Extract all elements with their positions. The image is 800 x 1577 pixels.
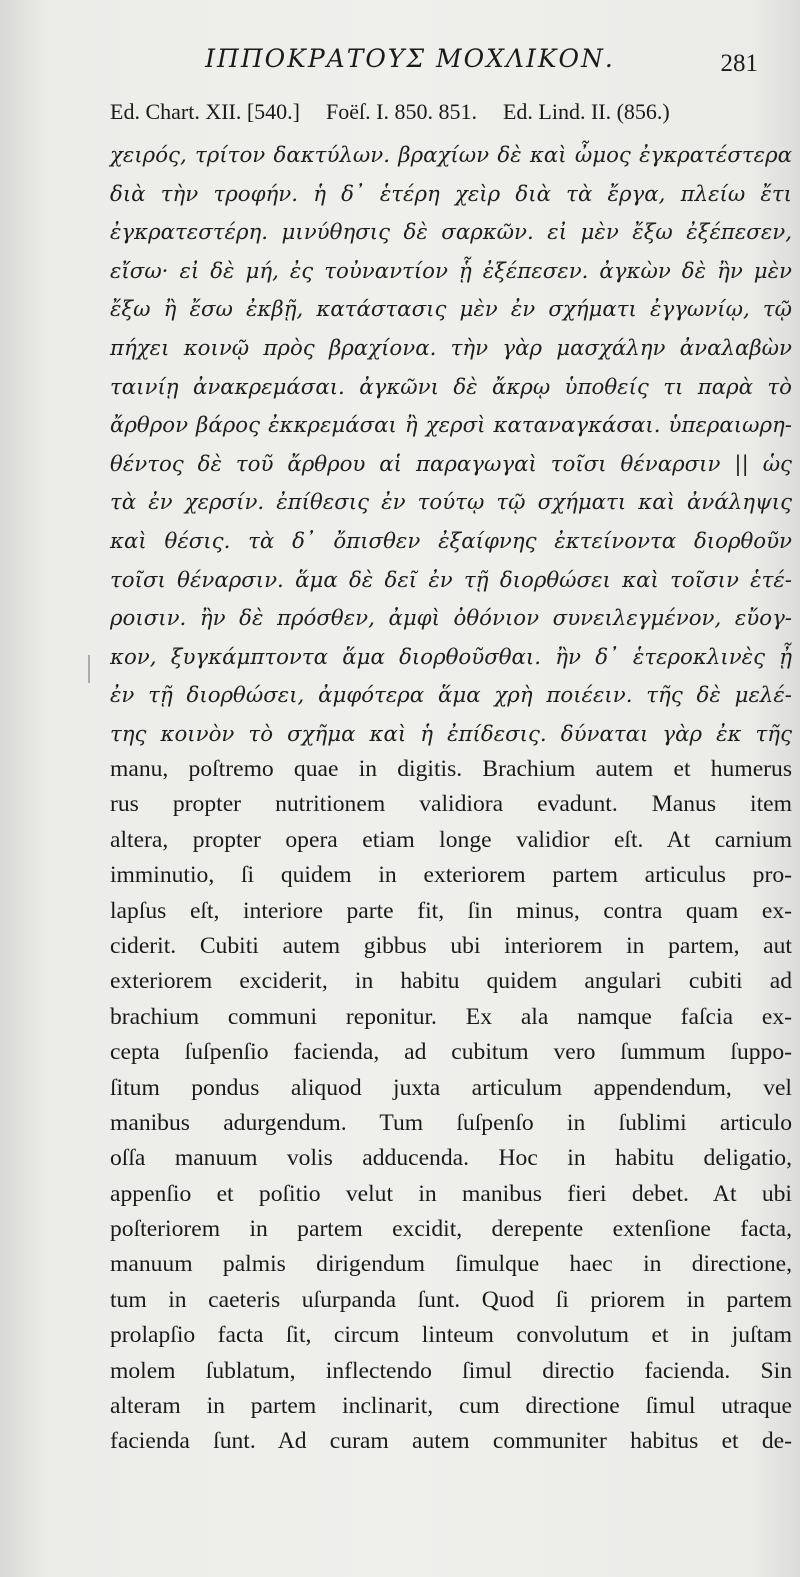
latin-line: prolapſio facta ſit, circum linteum convolutum et in juſtam <box>110 1322 792 1349</box>
latin-line: exteriorem exciderit, in habitu quidem angulari cubiti ad <box>110 968 792 995</box>
edition-foes-ref: Foëſ. I. 850. 851. <box>326 99 477 124</box>
latin-line: appenſio et poſitio velut in manibus fieri debet. At ubi <box>110 1180 792 1207</box>
greek-line: καὶ θέσις. τὰ δ᾽ ὄπισθεν ἐξαίφνης ἐκτείνοντα διορθοῦν <box>110 528 792 554</box>
greek-line: χειρός, τρίτον δακτύλων. βραχίων δὲ καὶ ὦμος ἐγκρατέστερα <box>110 143 792 168</box>
latin-line: brachium communi reponitur. Ex ala namque faſcia ex- <box>110 1003 792 1030</box>
latin-line: tum in caeteris uſurpanda ſunt. Quod ſi priorem in partem <box>110 1286 792 1313</box>
greek-text-block <box>110 137 792 755</box>
greek-line: τὰ ἐν χερσίν. ἐπίθεσις ἐν τούτῳ τῷ σχήματι καὶ ἀνάληψις <box>110 490 792 516</box>
page-number: 281 <box>720 50 758 77</box>
latin-line: oſſa manuum volis adducenda. Hoc in habitu deligatio, <box>110 1145 792 1172</box>
latin-line: imminutio, ſi quidem in exteriorem partem articulus pro- <box>110 862 792 889</box>
latin-line: alteram in partem inclinarit, cum directione ſimul utraque <box>110 1393 792 1420</box>
page-header <box>0 44 800 94</box>
greek-line: θέντος δὲ τοῦ ἄρθρου αἱ παραγωγαὶ τοῖσι θέναρσιν || ὡς <box>110 451 792 477</box>
greek-line: πήχει κοινῷ πρὸς βραχίονα. τὴν γὰρ μασχάλην ἀναλαβὼν <box>110 335 792 361</box>
greek-line: εἴσω· εἰ δὲ μή, ἐς τοὐναντίον ᾗ ἐξέπεσεν. ἀγκὼν δὲ ἢν μὲν <box>110 258 792 284</box>
latin-line: lapſus eſt, interiore parte fit, ſin minus, contra quam ex- <box>110 897 792 924</box>
greek-line: ἄρθρον βάρος ἐκκρεμάσαι ἢ χερσὶ καταναγκάσαι. ὑπεραιωρη- <box>110 413 792 439</box>
greek-line: ταινίῃ ἀνακρεμάσαι. ἀγκῶνι δὲ ἄκρῳ ὑποθείς τι παρὰ τὸ <box>110 374 792 400</box>
latin-line: ciderit. Cubiti autem gibbus ubi interiorem in partem, aut <box>110 932 792 959</box>
latin-line: poſteriorem in partem excidit, derepente extenſione facta, <box>110 1216 792 1243</box>
latin-line: altera, propter opera etiam longe validior eſt. At carnium <box>110 826 792 853</box>
latin-line: cepta ſuſpenſio facienda, ad cubitum vero ſummum ſuppo- <box>110 1039 792 1066</box>
latin-line: manuum palmis dirigendum ſimulque haec in directione, <box>110 1251 792 1278</box>
latin-line: manibus adurgendum. Tum ſuſpenſo in ſublimi articulo <box>110 1109 792 1136</box>
greek-line: διὰ τὴν τροφήν. ἡ δ᾽ ἑτέρη χεὶρ διὰ τὰ ἔργα, πλείω ἔτι <box>110 181 792 207</box>
greek-line: ἔξω ἢ ἔσω ἐκβῇ, κατάστασις μὲν ἐν σχήματι ἐγγωνίῳ, τῷ <box>110 297 792 323</box>
margin-mark <box>88 655 98 683</box>
greek-line: ἐγκρατεστέρη. μινύθησις δὲ σαρκῶν. εἰ μὲν ἔξω ἐξέπεσεν, <box>110 220 792 246</box>
latin-line: molem ſublatum, inflectendo ſimul directio facienda. Sin <box>110 1357 792 1384</box>
greek-line: κον, ξυγκάμπτοντα ἅμα διορθοῦσθαι. ἢν δ᾽ ἑτεροκλινὲς ᾖ <box>110 644 792 670</box>
latin-line: rus propter nutritionem validiora evadunt. Manus item <box>110 791 792 818</box>
edition-lind-ref: Ed. Lind. II. (856.) <box>502 99 670 124</box>
edition-chart-ref: Ed. Chart. XII. [540.] <box>110 99 301 124</box>
running-title: ΙΠΠΟΚΡΑΤΟΥΣ ΜΟΧΛΙΚΟΝ. <box>205 44 615 73</box>
latin-line: ſitum pondus aliquod juxta articulum appendendum, vel <box>110 1074 792 1101</box>
greek-line: τοῖσι θέναρσιν. ἅμα δὲ δεῖ ἐν τῇ διορθώσει καὶ τοῖσιν ἑτέ- <box>110 567 792 593</box>
latin-text-block <box>110 752 792 1460</box>
latin-line: manu, poſtremo quae in digitis. Brachium autem et humerus <box>110 756 792 782</box>
latin-line: facienda ſunt. Ad curam autem communiter habitus et de- <box>110 1428 792 1455</box>
greek-line: ἐν τῇ διορθώσει, ἀμφότερα ἅμα χρὴ ποιέειν. τῆς δὲ μελέ- <box>110 683 792 709</box>
greek-line: ροισιν. ἢν δὲ πρόσθεν, ἀμφὶ ὀθόνιον συνειλεγμένον, εὔογ- <box>110 606 792 632</box>
greek-line: της κοινὸν τὸ σχῆμα καὶ ἡ ἐπίδεσις. δύναται γὰρ ἐκ τῆς <box>110 721 792 747</box>
edition-reference-line <box>110 99 790 125</box>
